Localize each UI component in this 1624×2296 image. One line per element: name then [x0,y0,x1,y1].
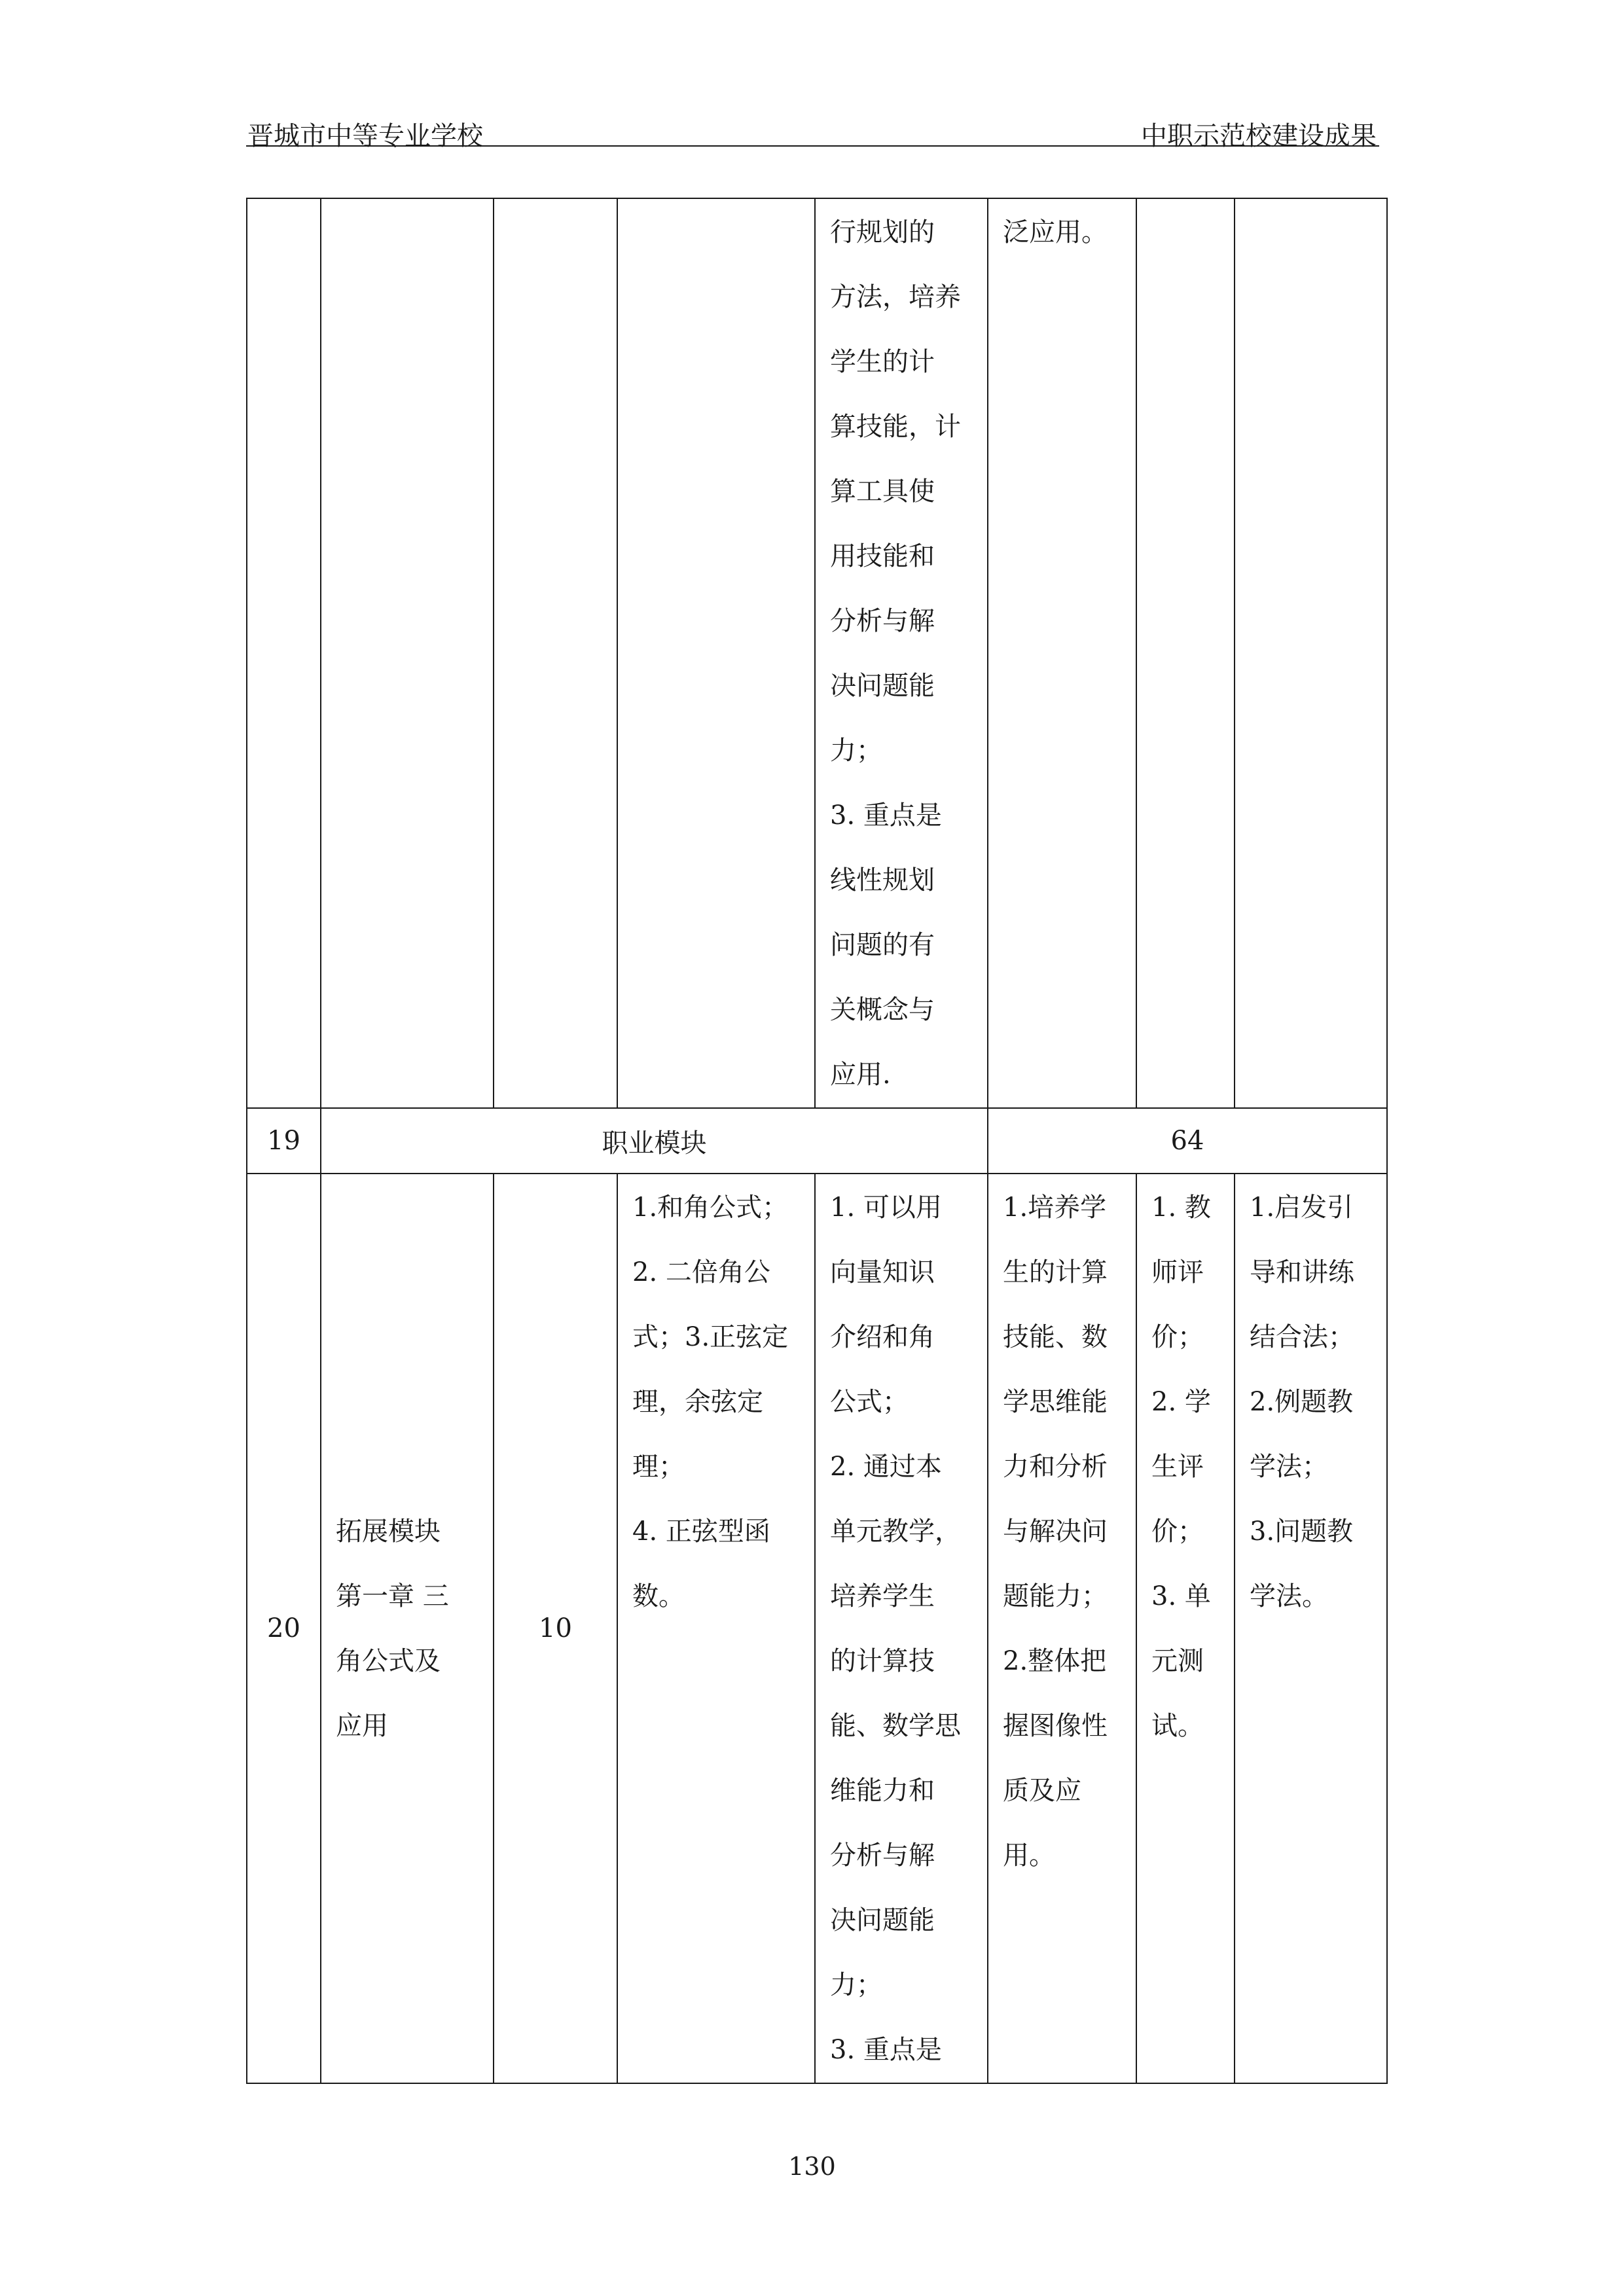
table-row-20 [247,1174,1387,2083]
cell-row-number: 20 [247,1174,321,2083]
cell-empty [494,198,617,1108]
cell-empty [1235,198,1387,1108]
page-number: 130 [788,2152,836,2181]
cell-empty [1136,198,1235,1108]
cell-content [617,1174,815,2083]
cell-evaluation [1136,1174,1235,2083]
evaluation-text: 1. 教 师评 价； 2. 学 生评 价； 3. 单 元测 试。 [1151,1193,1211,1741]
cell-goals [815,198,988,1108]
cell-hours: 10 [494,1174,617,2083]
cell-methods [1235,1174,1387,2083]
literacy-text: 1.培养学 生的计算 技能、数 学思维能 力和分析 与解决问 题能力； 2.整体把 握图像性 质及应 用。 [1003,1193,1108,1871]
content-text: 1.和角公式； 2. 二倍角公 式；3.正弦定 理，余弦定 理； 4. 正弦型函 数。 [632,1193,789,1611]
cell-empty [617,198,815,1108]
methods-text: 1.启发引 导和讲练 结合法； 2.例题教 学法； 3.问题教 学法。 [1250,1193,1354,1611]
cell-literacy [988,198,1136,1108]
cell-empty [247,198,321,1108]
literacy-text: 泛应用。 [1003,217,1108,247]
chapter-name-text: 拓展模块 第一章 三 角公式及 应用 [336,1516,449,1741]
cell-module-title: 职业模块 [321,1108,988,1174]
cell-row-number: 19 [247,1108,321,1174]
cell-literacy [988,1174,1136,2083]
curriculum-table [246,198,1388,2084]
cell-chapter-name [321,1174,494,2083]
goals-text: 1. 可以用 向量知识 介绍和角 公式； 2. 通过本 单元教学， 培养学生 的计算技 能、数学思 维能力和 分析与解 决问题能 力； 3. 重点是 [830,1193,961,2065]
header-rule [246,145,1379,147]
cell-empty [321,198,494,1108]
goals-text: 行规划的 方法，培养 学生的计 算技能，计 算工具使 用技能和 分析与解 决问题能 力； 3. 重点是 线性规划 问题的有 关概念与 应用. [830,217,961,1090]
header-school-name: 晋城市中等专业学校 [247,121,483,151]
table-row-19 [247,1108,1387,1174]
cell-goals [815,1174,988,2083]
table-row-continued [247,198,1387,1108]
header-document-title: 中职示范校建设成果 [1141,121,1377,151]
cell-module-hours: 64 [988,1108,1387,1174]
